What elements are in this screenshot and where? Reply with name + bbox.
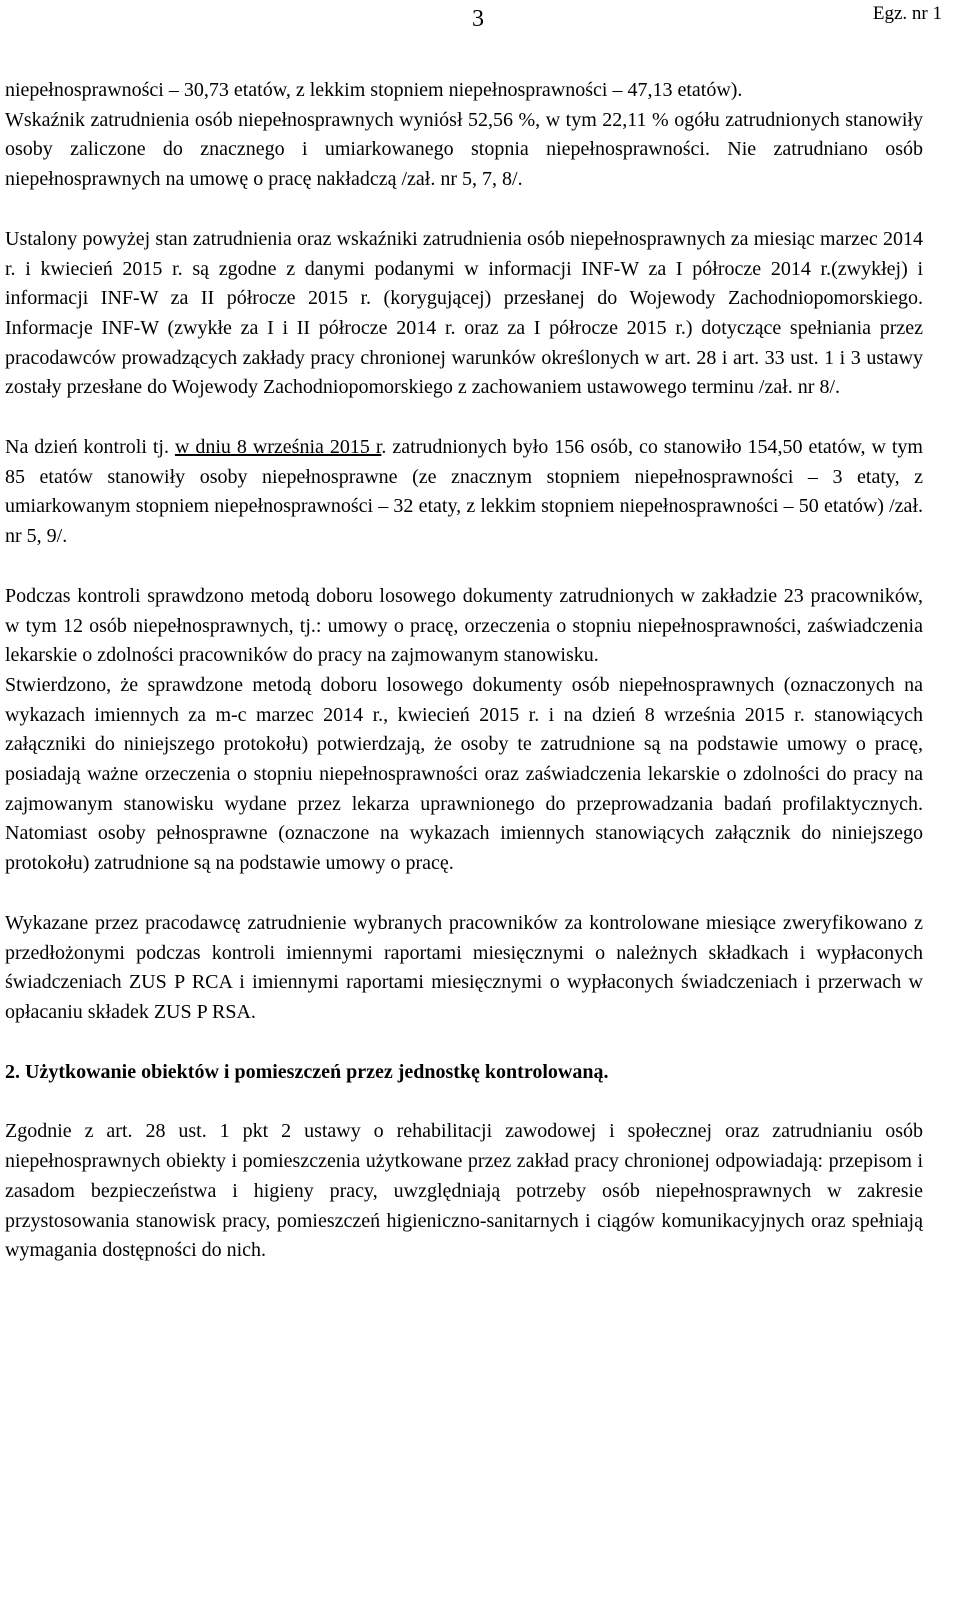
section-heading: 2. Użytkowanie obiektów i pomieszczeń przez jednostkę kontrolowaną. xyxy=(5,1060,609,1083)
document-body xyxy=(5,76,923,1266)
paragraph-employment-breakdown-end: niepełnosprawności – 30,73 etatów, z lekkim stopniem niepełnosprawności – 47,13 etatów). xyxy=(5,79,743,101)
inspection-date: w dniu 8 września 2015 r xyxy=(174,436,382,459)
paragraph-inspection-day xyxy=(5,433,923,552)
paragraph-findings: Stwierdzono, że sprawdzone metodą doboru losowego dokumenty osób niepełnosprawnych (oznaczonych na wykazach imiennych za m-c marzec 2014 r., kwiecień 2015 r. i na dzień 8 września 2015 r. stanowiących załączniki do niniejszego protokołu) potwierdzają, że osoby te zatrudnione są na podstawie umowy o pracę, posiadają ważne orzeczenia o stopniu niepełnosprawności oraz zaświadczenia lekarskie o zdolności do pracy na zajmowanym stanowisku wydane przez lekarza uprawnionego do przeprowadzania badań profilaktycznych. Natomiast osoby pełnosprawne (oznaczone na wykazach imiennych stanowiących załącznik do niniejszego protokołu) zatrudnione są na podstawie umowy o pracę. xyxy=(5,673,923,875)
copy-label: Egz. nr 1 xyxy=(872,3,942,24)
paragraph-document-sampling: Podczas kontroli sprawdzono metodą doboru losowego dokumenty zatrudnionych w zakładzie 23 pracowników, w tym 12 osób niepełnosprawnych, tj.: umowy o pracę, orzeczenia o stopniu niepełnosprawności, zaświadczenia lekarskie o zdolności pracowników do pracy na zajmowanym stanowisku. xyxy=(5,584,923,667)
paragraph-premises-requirements: Zgodnie z art. 28 ust. 1 pkt 2 ustawy o rehabilitacji zawodowej i społecznej oraz zatrudnianiu osób niepełnosprawnych obiekty i pomieszczenia użytkowane przez zakład pracy chronionej odpowiadają: przepisom i zasadom bezpieczeństwa i higieny pracy, uwzględniają potrzeby osób niepełnosprawnych w zakresie przystosowania stanowisk pracy, pomieszczeń higieniczno-sanitarnych i ciągów komunikacyjnych oraz spełniają wymagania dostępności do nich. xyxy=(5,1120,923,1262)
page-header xyxy=(0,0,960,40)
inspection-day-intro: Na dzień kontroli tj. xyxy=(5,436,175,459)
inspection-day-details: . zatrudnionych było 156 osób, co stanowiło 154,50 etatów, w tym 85 etatów stanowiły osoby niepełnosprawne (ze znacznym stopniem niepełnosprawności – 3 etaty, z umiarkowanym stopniem niepełnosprawności – 32 etaty, z lekkim stopniem niepełnosprawności – 50 etatów) /zał. nr 5, 9/. xyxy=(5,436,923,548)
page-number: 3 xyxy=(472,6,484,32)
paragraph-employment-indicator: Wskaźnik zatrudnienia osób niepełnosprawnych wyniósł 52,56 %, w tym 22,11 % ogółu zatrudnionych stanowiły osoby zaliczone do znacznego i umiarkowanego stopnia niepełnosprawności. Nie zatrudniano osób niepełnosprawnych na umowę o pracę nakładczą /zał. nr 5, 7, 8/. xyxy=(5,108,923,191)
paragraph-inf-w-reports: Ustalony powyżej stan zatrudnienia oraz wskaźniki zatrudnienia osób niepełnosprawnych za miesiąc marzec 2014 r. i kwiecień 2015 r. są zgodne z danymi podanymi w informacji INF-W za I półrocze 2014 r.(zwykłej) i informacji INF-W za II półrocze 2015 r. (korygującej) przesłanej do Wojewody Zachodniopomorskiego. Informacje INF-W (zwykłe za I i II półrocze 2014 r. oraz za I półrocze 2015 r.) dotyczące spełniania przez pracodawców prowadzących zakłady pracy chronionej warunków określonych w art. 28 i art. 33 ust. 1 i 3 ustawy zostały przesłane do Wojewody Zachodniopomorskiego z zachowaniem ustawowego terminu /zał. nr 8/. xyxy=(5,227,923,399)
paragraph-zus-verification: Wykazane przez pracodawcę zatrudnienie wybranych pracowników za kontrolowane miesiące zweryfikowano z przedłożonymi podczas kontroli imiennymi raportami miesięcznymi o należnych składkach i wypłaconych świadczeniach ZUS P RCA i imiennymi raportami miesięcznymi o wypłaconych świadczeniach i przerwach w opłacaniu składek ZUS P RSA. xyxy=(5,911,923,1023)
